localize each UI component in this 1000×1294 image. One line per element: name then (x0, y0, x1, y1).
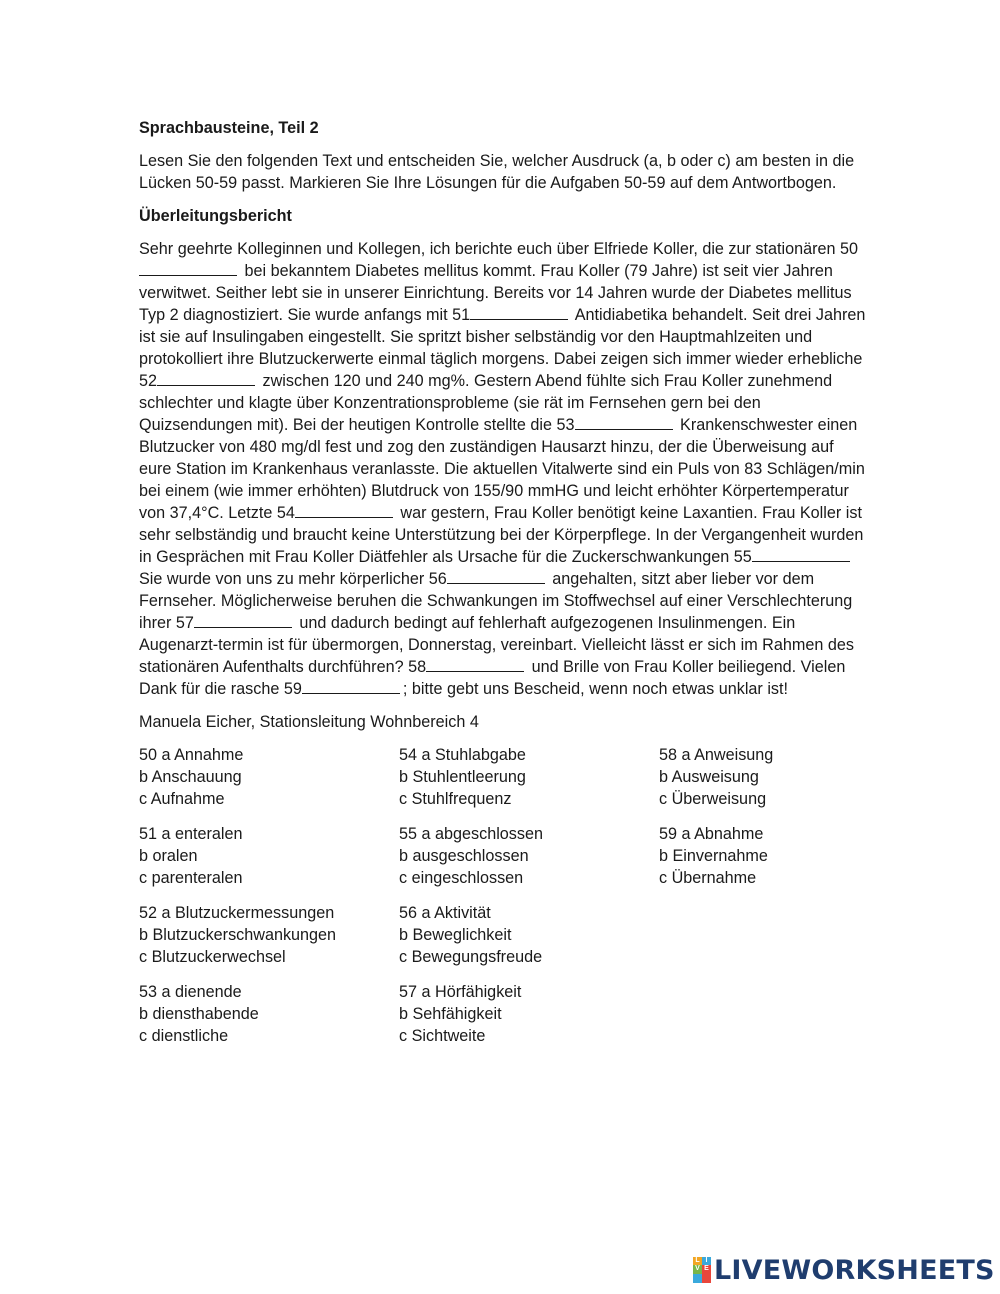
gap-57[interactable] (194, 612, 292, 628)
options-column-2 (399, 744, 649, 1060)
option-group-57 (399, 981, 649, 1047)
gap-50[interactable] (139, 260, 237, 276)
option-55-a: 55 a abgeschlossen (399, 825, 543, 843)
option-57-b: b Sehfähigkeit (399, 1005, 502, 1023)
gap-58-input[interactable] (426, 660, 524, 675)
gap-57-input[interactable] (194, 616, 292, 631)
option-group-54 (399, 744, 649, 810)
option-52-a: 52 a Blutzuckermessungen (139, 904, 335, 922)
signature: Manuela Eicher, Stationsleitung Wohnbereich 4 (139, 713, 479, 731)
gap-52[interactable] (157, 370, 255, 386)
gap-51-input[interactable] (470, 308, 568, 323)
text-segment: Krankenschwester einen Blutzucker von 480 mg/dl fest und zog den zuständigen Hausarzt hinzu, der die Überweisung auf eure Station im Krankenhaus veranlasste. Die aktuellen Vitalwerte sind ein Puls von 83 Schlägen/min bei einem (wie immer erhöhten) Blutdruck von 155/90 mmHG und leicht erhöhter Körpertemperatur von 37,4°C. Letzte 54 (139, 416, 865, 522)
gap-56[interactable] (447, 568, 545, 584)
option-58-c: c Überweisung (659, 790, 767, 808)
option-51-a: 51 a enteralen (139, 825, 243, 843)
option-group-58 (659, 744, 909, 810)
logo-letter-l: L (693, 1257, 702, 1265)
option-57-a: 57 a Hörfähigkeit (399, 983, 522, 1001)
option-50-a: 50 a Annahme (139, 746, 244, 764)
option-59-b: b Einvernahme (659, 847, 768, 865)
logo-block (702, 1274, 711, 1283)
option-group-56 (399, 902, 649, 968)
option-51-b: b oralen (139, 847, 198, 865)
text-segment: angehalten, sitzt aber lieber vor dem Fernseher. Möglicherweise beruhen die Schwankungen im Stoffwechsel auf einer Verschlechterung ihrer 57 (139, 570, 853, 632)
report-text (139, 238, 869, 700)
options-column-1 (139, 744, 389, 1060)
liveworksheets-logo-icon (693, 1257, 711, 1283)
gap-53-input[interactable] (575, 418, 673, 433)
gap-55-input[interactable] (752, 550, 850, 565)
text-segment: Sehr geehrte Kolleginnen und Kollegen, ich berichte euch über Elfriede Koller, die zur stationären 50 (139, 240, 859, 258)
gap-54[interactable] (295, 502, 393, 518)
text-segment: ; bitte gebt uns Bescheid, wenn noch etwas unklar ist! (402, 680, 788, 698)
option-group-51 (139, 823, 389, 889)
text-segment: und Brille von Frau Koller beiliegend. Vielen Dank für die rasche 59 (139, 658, 846, 698)
gap-52-input[interactable] (157, 374, 255, 389)
option-58-a: 58 a Anweisung (659, 746, 774, 764)
option-53-b: b diensthabende (139, 1005, 259, 1023)
option-54-c: c Stuhlfrequenz (399, 790, 512, 808)
option-59-c: c Übernahme (659, 869, 757, 887)
option-group-55 (399, 823, 649, 889)
option-group-53 (139, 981, 389, 1047)
option-group-50 (139, 744, 389, 810)
gap-55[interactable] (752, 546, 850, 562)
text-segment: war gestern, Frau Koller benötigt keine Laxantien. Frau Koller ist sehr selbständig und braucht keine Unterstützung bei der Körperpflege. In der Vergangenheit wurden in Gesprächen mit Frau Koller Diätfehler als Ursache für die Zuckerschwankungen 55 (139, 504, 864, 566)
option-53-a: 53 a dienende (139, 983, 242, 1001)
option-57-c: c Sichtweite (399, 1027, 486, 1045)
option-group-52 (139, 902, 389, 968)
option-50-b: b Anschauung (139, 768, 242, 786)
option-56-b: b Beweglichkeit (399, 926, 512, 944)
option-55-c: c eingeschlossen (399, 869, 524, 887)
option-55-b: b ausgeschlossen (399, 847, 529, 865)
liveworksheets-logo[interactable] (693, 1255, 995, 1285)
gap-51[interactable] (470, 304, 568, 320)
text-segment: zwischen 120 und 240 mg%. Gestern Abend fühlte sich Frau Koller zunehmend schlechter und klagte über Konzentrationsprobleme (sie rät im Fernsehen gern bei den Quizsendungen mit). Bei der heutigen Kontrolle stellte die 53 (139, 372, 833, 434)
gap-59-input[interactable] (302, 682, 400, 697)
text-segment: und dadurch bedingt auf fehlerhaft aufgezogenen Insulinmengen. Ein Augenarzt-termin ist für übermorgen, Donnerstag, vereinbart. Vielleicht lässt er sich im Rahmen des stationären Aufenthalts durchführen? 58 (139, 614, 854, 676)
gap-50-input[interactable] (139, 264, 237, 279)
worksheet-page (139, 117, 869, 1045)
gap-56-input[interactable] (447, 572, 545, 587)
logo-letter-v: V (693, 1265, 702, 1274)
option-53-c: c dienstliche (139, 1027, 229, 1045)
option-56-c: c Bewegungsfreude (399, 948, 543, 966)
logo-block (693, 1274, 702, 1283)
gap-59[interactable] (302, 678, 400, 694)
option-52-c: c Blutzuckerwechsel (139, 948, 286, 966)
option-52-b: b Blutzuckerschwankungen (139, 926, 337, 944)
option-50-c: c Aufnahme (139, 790, 225, 808)
section-title: Überleitungsbericht (139, 207, 292, 225)
gap-53[interactable] (575, 414, 673, 430)
instructions: Lesen Sie den folgenden Text und entscheiden Sie, welcher Ausdruck (a, b oder c) am besten in die Lücken 50-59 passt. Markieren Sie Ihre Lösungen für die Aufgaben 50-59 auf dem Antwortbogen. (139, 152, 855, 192)
page-title: Sprachbausteine, Teil 2 (139, 119, 319, 137)
option-54-a: 54 a Stuhlabgabe (399, 746, 526, 764)
text-segment: Sie wurde von uns zu mehr körperlicher 56 (139, 570, 447, 588)
text-segment: bei bekanntem Diabetes mellitus kommt. Frau Koller (79 Jahre) ist seit vier Jahren verwitwet. Seither lebt sie in unserer Einrichtung. Bereits vor 14 Jahren wurde der Diabetes mellitus Typ 2 diagnostiziert. Sie wurde anfangs mit 51 (139, 262, 852, 324)
gap-54-input[interactable] (295, 506, 393, 521)
text-segment: Antidiabetika behandelt. Seit drei Jahren ist sie auf Insulingaben eingestellt. Sie spritzt bisher selbständig vor den Hauptmahlzeiten und protokolliert ihre Blutzuckerwerte einmal täglich morgens. Dabei zeigen sich immer wieder erhebliche 52 (139, 306, 866, 390)
option-group-59 (659, 823, 909, 889)
option-54-b: b Stuhlentleerung (399, 768, 526, 786)
option-56-a: 56 a Aktivität (399, 904, 491, 922)
logo-letter-e: E (702, 1265, 711, 1274)
option-58-b: b Ausweisung (659, 768, 759, 786)
options-column-3 (659, 744, 909, 902)
logo-text: LIVEWORKSHEETS (714, 1254, 995, 1286)
logo-letter-i: I (702, 1257, 711, 1265)
option-51-c: c parenteralen (139, 869, 243, 887)
option-59-a: 59 a Abnahme (659, 825, 764, 843)
gap-58[interactable] (426, 656, 524, 672)
